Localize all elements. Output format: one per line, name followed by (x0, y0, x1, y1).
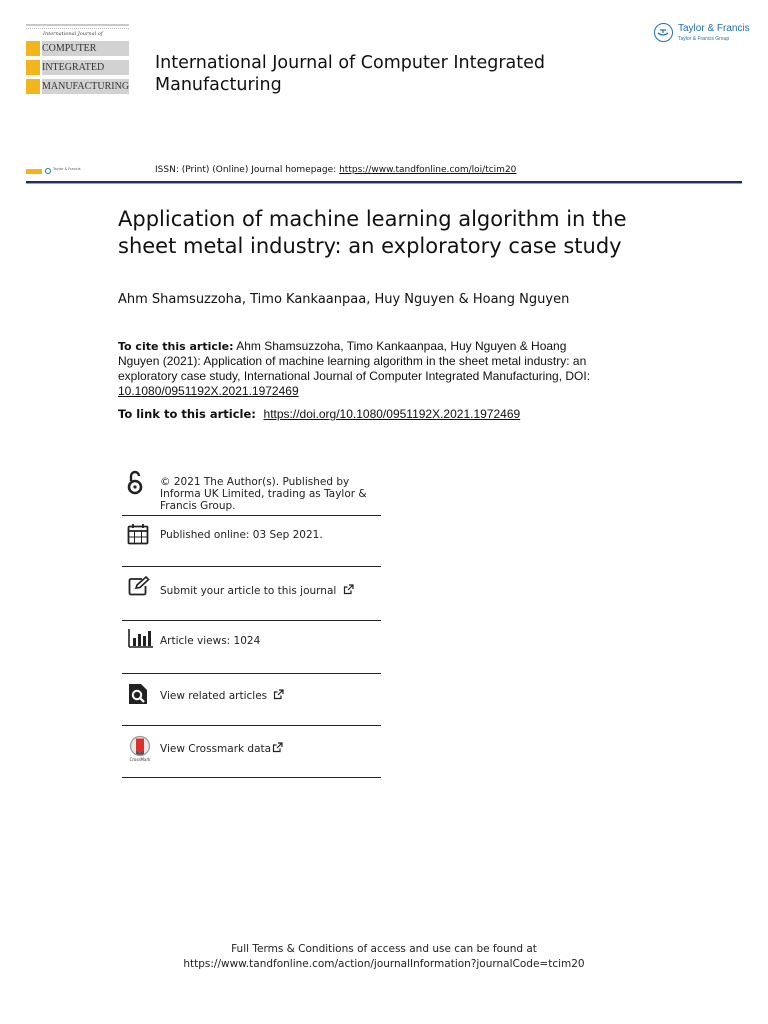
footer-line-1: Full Terms & Conditions of access and use can be found at (231, 943, 537, 955)
article-doi-link[interactable]: https://doi.org/10.1080/0951192X.2021.1972469 (263, 407, 521, 421)
related-articles-icon (127, 682, 149, 706)
info-divider (122, 620, 381, 621)
crossmark-logo: CrossMark (126, 735, 154, 765)
citation-doi-link[interactable]: 10.1080/0951192X.2021.1972469 (118, 384, 299, 398)
journal-title: International Journal of Computer Integrated Manufacturing (155, 53, 545, 95)
issn-label: ISSN: (Print) (Online) Journal homepage: (155, 165, 337, 175)
article-link-line (118, 407, 520, 421)
citation-text: Ahm Shamsuzzoha, Timo Kankaanpaa, Huy Nguyen & Hoang Nguyen (2021): Application of machine learning algorithm in the sheet metal industry: an exploratory case study, International Journal of Computer Integrated Manufacturing, DOI: (118, 339, 591, 383)
footer (0, 942, 768, 972)
info-divider (122, 725, 381, 726)
taylor-francis-logo[interactable] (654, 22, 749, 48)
mini-publisher-logo: Taylor & Francis (26, 168, 74, 176)
cover-band-manufacturing: MANUFACTURING (26, 79, 129, 94)
view-crossmark-link[interactable]: View Crossmark data (160, 742, 283, 755)
submit-article-link[interactable]: Submit your article to this journal (160, 584, 354, 597)
external-link-icon (343, 584, 354, 595)
link-label: To link to this article: (118, 407, 256, 421)
edit-icon (128, 576, 152, 596)
publisher-name: Taylor & Francis (678, 23, 750, 34)
article-authors: Ahm Shamsuzzoha, Timo Kankaanpaa, Huy Nguyen & Hoang Nguyen (118, 292, 570, 307)
cover-small-title: International Journal of (43, 31, 103, 37)
bar-chart-icon (128, 628, 154, 648)
citation-block (118, 339, 608, 399)
header-rule-light (26, 183, 742, 184)
article-views: Article views: 1024 (160, 635, 261, 647)
publisher-sub: Taylor & Francis Group (678, 36, 730, 42)
external-link-icon (273, 689, 284, 700)
footer-terms-link[interactable]: https://www.tandfonline.com/action/journalInformation?journalCode=tcim20 (183, 958, 585, 970)
issn-line (155, 165, 516, 175)
calendar-icon (127, 523, 149, 545)
info-divider (122, 566, 381, 567)
journal-cover-thumbnail (26, 24, 129, 96)
info-divider (122, 673, 381, 674)
cover-band-integrated: INTEGRATED (26, 60, 129, 75)
open-access-icon (126, 470, 144, 496)
info-divider (122, 777, 381, 778)
taylor-francis-logo-icon (654, 23, 673, 42)
published-date: Published online: 03 Sep 2021. (160, 529, 323, 541)
article-title: Application of machine learning algorithm in the sheet metal industry: an exploratory case study (118, 207, 627, 258)
info-divider (122, 515, 381, 516)
crossmark-icon (126, 735, 154, 757)
view-related-articles-link[interactable]: View related articles (160, 689, 284, 702)
open-access-text: © 2021 The Author(s). Published by Informa UK Limited, trading as Taylor & Francis Group. (160, 476, 367, 512)
citation-label: To cite this article: (118, 340, 234, 353)
cover-band-computer: COMPUTER (26, 41, 129, 56)
cover-top-rule (26, 24, 129, 26)
journal-homepage-link[interactable]: https://www.tandfonline.com/loi/tcim20 (339, 165, 517, 175)
external-link-icon (272, 742, 283, 753)
